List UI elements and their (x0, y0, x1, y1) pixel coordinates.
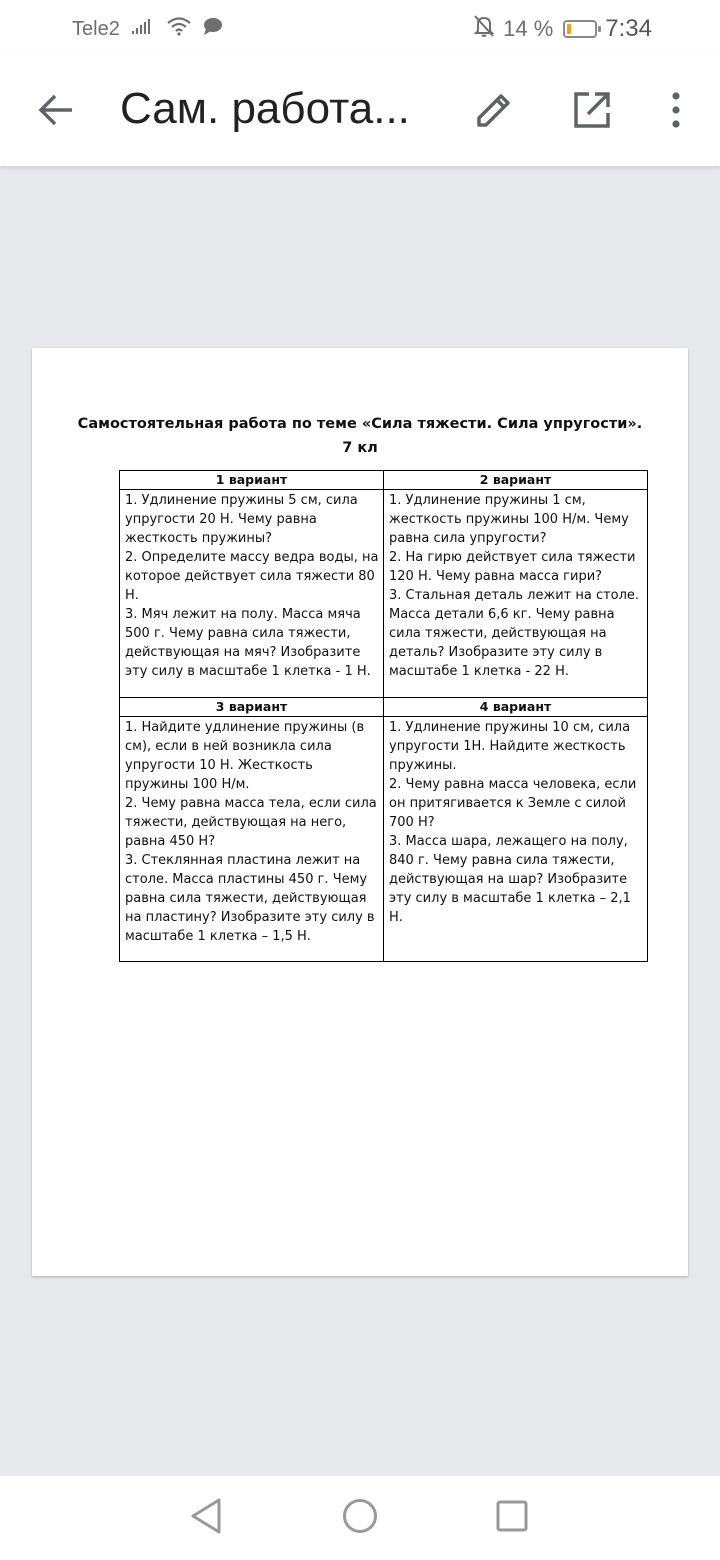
carrier-label: Tele2 (72, 17, 120, 40)
nav-back-button[interactable] (184, 1496, 228, 1540)
variant-2-tasks (384, 490, 648, 698)
back-arrow-icon (36, 90, 76, 135)
edit-button[interactable] (466, 84, 522, 140)
nav-recent-apps-button[interactable] (490, 1496, 534, 1540)
document-page (32, 348, 688, 1276)
more-vert-icon (670, 90, 682, 135)
task: 1. Удлинение пружины 5 см, сила упругости 20 Н. Чему равна жесткость пружины? (125, 493, 358, 546)
status-right (473, 14, 652, 44)
variant-4-header: 4 вариант (384, 698, 648, 717)
battery-level-fill (567, 24, 571, 34)
task: 1. Найдите удлинение пружины (в см), если в ней возникла сила упругости 10 Н. Жесткость пружины 100 Н/м. (125, 720, 365, 792)
nav-recent-square-icon (494, 1498, 530, 1539)
variants-table (119, 470, 648, 962)
nav-back-triangle-icon (188, 1496, 224, 1541)
variant-3-tasks (120, 717, 384, 962)
worksheet-title: Самостоятельная работа по теме «Сила тяжести. Сила упругости». (77, 416, 643, 432)
worksheet-heading (32, 412, 688, 460)
open-external-icon (571, 89, 613, 136)
worksheet-grade: 7 кл (342, 440, 378, 456)
variant-4-tasks (384, 717, 648, 962)
status-bar (0, 0, 720, 56)
battery-percent: 14 % (503, 16, 554, 41)
pencil-icon (473, 89, 515, 136)
task: 2. Чему равна масса тела, если сила тяжести, действующая на него, равна 450 Н? (125, 796, 377, 849)
variant-1-tasks (120, 490, 384, 698)
variant-1-header: 1 вариант (120, 471, 384, 490)
bell-off-icon (473, 14, 495, 44)
clock: 7:34 (605, 15, 652, 42)
document-title: Сам. работа... (120, 84, 410, 133)
message-icon (202, 16, 224, 42)
system-nav-bar (0, 1476, 720, 1560)
open-in-app-button[interactable] (564, 84, 620, 140)
task: 1. Удлинение пружины 10 см, сила упругости 1Н. Найдите жесткость пружины. (389, 720, 631, 773)
signal-icon (130, 16, 156, 42)
task: 2. На гирю действует сила тяжести 120 Н. Чему равна масса гири? (389, 550, 636, 584)
task: 1. Удлинение пружины 1 см, жесткость пружины 100 Н/м. Чему равна сила упругости? (389, 493, 629, 546)
battery-icon (563, 20, 597, 38)
task: 2. Чему равна масса человека, если он притягивается к Земле с силой 700 Н? (389, 777, 637, 830)
task: 3. Стальная деталь лежит на столе. Масса детали 6,6 кг. Чему равна сила тяжести, действующая на деталь? Изобразите эту силу в масштабе 1 клетка - 22 Н. (389, 588, 640, 679)
task: 3. Мяч лежит на полу. Масса мяча 500 г. Чему равна сила тяжести, действующая на мяч? Изобразите эту силу в масштабе 1 клетка - 1 Н. (125, 607, 371, 679)
variant-3-header: 3 вариант (120, 698, 384, 717)
app-bar (0, 56, 720, 166)
task: 3. Стеклянная пластина лежит на столе. Масса пластины 450 г. Чему равна сила тяжести, действующая на пластину? Изобразите эту силу в масштабе 1 клетка – 1,5 Н. (125, 853, 375, 944)
nav-home-button[interactable] (338, 1496, 382, 1540)
more-options-button[interactable] (648, 84, 704, 140)
nav-home-circle-icon (340, 1496, 380, 1541)
back-button[interactable] (30, 86, 82, 138)
task: 3. Масса шара, лежащего на полу, 840 г. Чему равна сила тяжести, действующая на шар? Изобразите эту силу в масштабе 1 клетка – 2,1 Н. (389, 834, 631, 925)
task: 2. Определите массу ведра воды, на которое действует сила тяжести 80 Н. (125, 550, 379, 603)
status-left (72, 16, 224, 42)
wifi-icon (166, 16, 192, 42)
variant-2-header: 2 вариант (384, 471, 648, 490)
